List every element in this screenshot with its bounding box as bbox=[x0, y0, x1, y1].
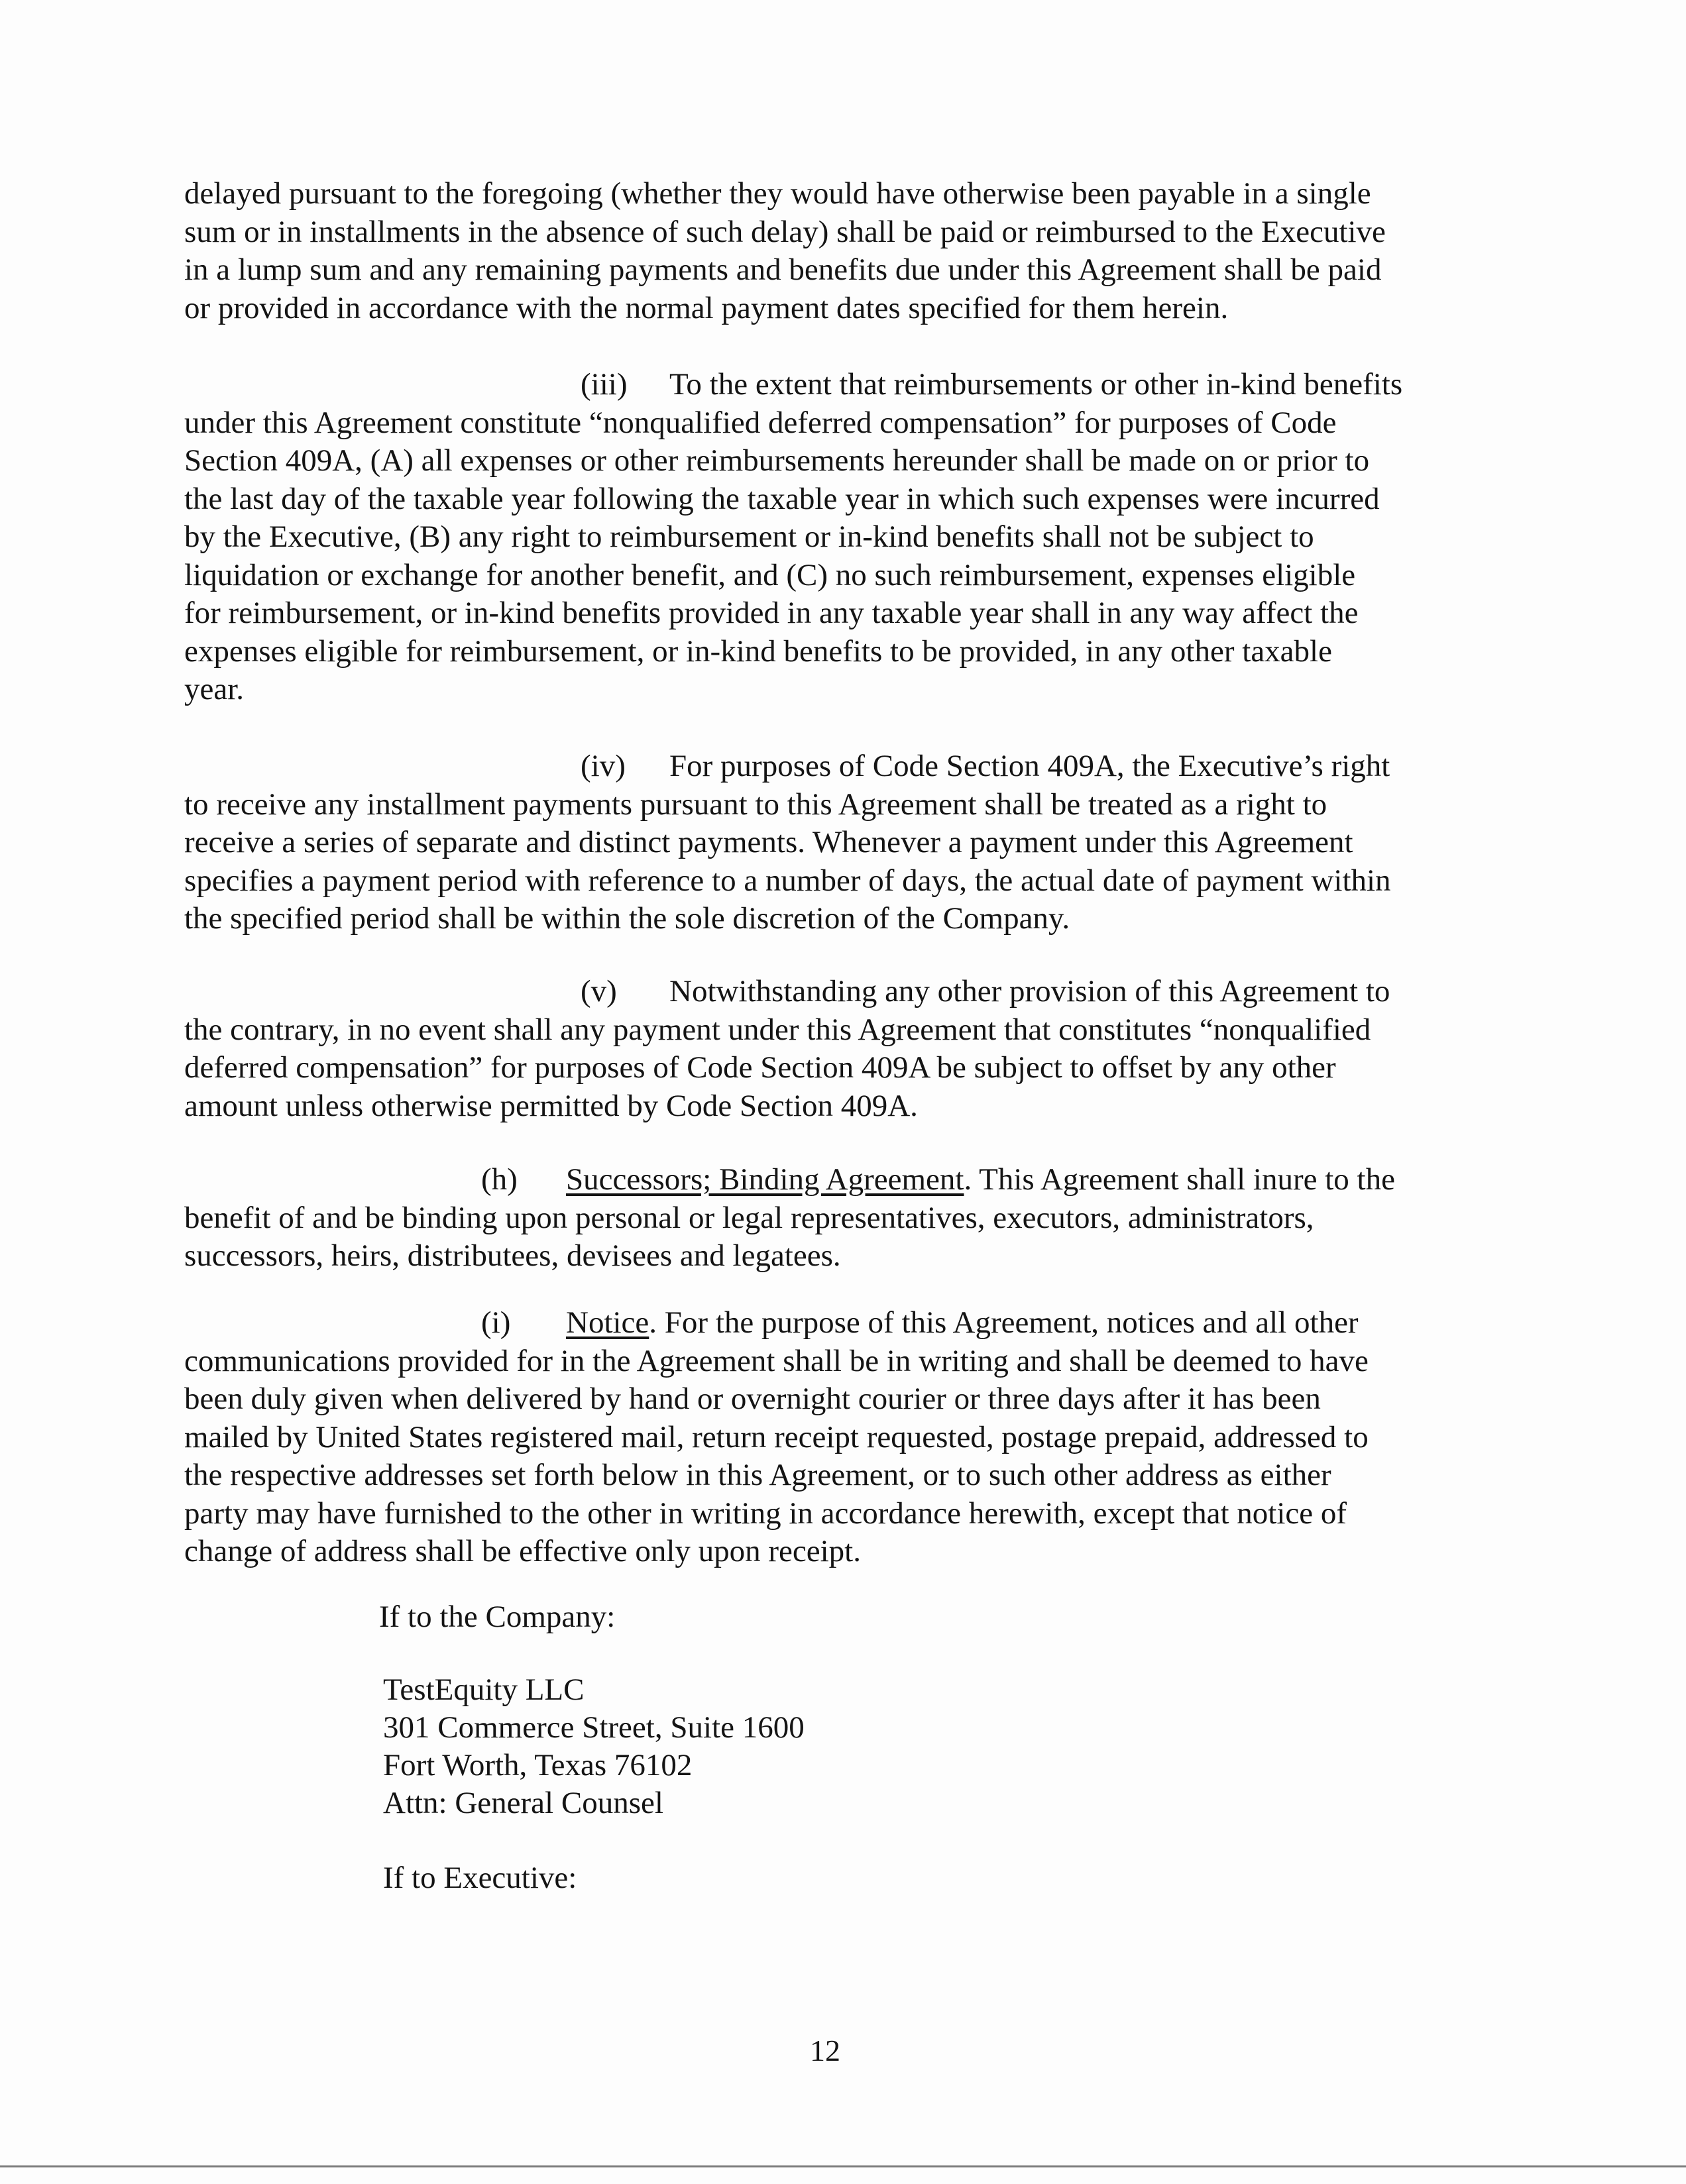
text-line: for reimbursement, or in-kind benefits provided in any taxable year shall in any way affect the bbox=[184, 596, 1359, 630]
text-line: To the extent that reimbursements or other in-kind benefits bbox=[669, 367, 1403, 402]
clause-number: (iv) bbox=[581, 749, 626, 783]
text-line: change of address shall be effective only upon receipt. bbox=[184, 1534, 861, 1568]
text-line: the respective addresses set forth below in this Agreement, or to such other address as either bbox=[184, 1458, 1331, 1492]
executive-label: If to Executive: bbox=[383, 1861, 577, 1895]
paragraph-i-notice bbox=[184, 1304, 1483, 1571]
text-line: receive a series of separate and distinct payments. Whenever a payment under this Agreement bbox=[184, 825, 1353, 859]
company-label: If to the Company: bbox=[379, 1600, 616, 1634]
clause-number: (iii) bbox=[581, 367, 628, 402]
company-address bbox=[383, 1671, 805, 1822]
text-line: successors, heirs, distributees, devisees and legatees. bbox=[184, 1238, 841, 1273]
clause-number: (v) bbox=[581, 974, 617, 1009]
text-line: Section 409A, (A) all expenses or other reimbursements hereunder shall be made on or prior to bbox=[184, 443, 1370, 478]
text-line: liquidation or exchange for another benefit, and (C) no such reimbursement, expenses eligible bbox=[184, 557, 1356, 592]
text-line: or provided in accordance with the normal payment dates specified for them herein. bbox=[184, 290, 1229, 325]
text-line: delayed pursuant to the foregoing (whether they would have otherwise been payable in a single bbox=[184, 176, 1371, 211]
address-line: 301 Commerce Street, Suite 1600 bbox=[383, 1710, 805, 1745]
text-line: the contrary, in no event shall any payment under this Agreement that constitutes “nonqualified bbox=[184, 1012, 1371, 1047]
scan-edge-line bbox=[0, 2165, 1686, 2167]
clause-number: (i) bbox=[481, 1305, 511, 1340]
paragraph-continuation bbox=[184, 175, 1483, 327]
text-line: mailed by United States registered mail, return receipt requested, postage prepaid, addressed to bbox=[184, 1419, 1369, 1454]
text-line: . This Agreement shall inure to the bbox=[964, 1162, 1395, 1197]
address-line: Attn: General Counsel bbox=[383, 1786, 663, 1820]
section-heading: Notice bbox=[566, 1305, 649, 1340]
text-line: to receive any installment payments pursuant to this Agreement shall be treated as a right to bbox=[184, 787, 1327, 822]
text-line: the specified period shall be within the sole discretion of the Company. bbox=[184, 901, 1070, 936]
section-heading: Successors; Binding Agreement bbox=[566, 1162, 964, 1197]
paragraph-iii bbox=[184, 366, 1483, 709]
text-line: . For the purpose of this Agreement, notices and all other bbox=[649, 1305, 1359, 1340]
paragraph-v bbox=[184, 973, 1483, 1125]
page-number: 12 bbox=[810, 2034, 840, 2067]
text-line: under this Agreement constitute “nonqualified deferred compensation” for purposes of Code bbox=[184, 405, 1337, 440]
text-line: the last day of the taxable year following the taxable year in which such expenses were incurred bbox=[184, 481, 1380, 516]
address-line: TestEquity LLC bbox=[383, 1672, 585, 1707]
paragraph-iv bbox=[184, 747, 1483, 938]
paragraph-h-successors bbox=[184, 1161, 1483, 1276]
text-line: communications provided for in the Agreement shall be in writing and shall be deemed to have bbox=[184, 1343, 1369, 1378]
text-line: benefit of and be binding upon personal or legal representatives, executors, administrators, bbox=[184, 1200, 1314, 1235]
text-line: been duly given when delivered by hand or overnight courier or three days after it has been bbox=[184, 1382, 1321, 1416]
text-line: amount unless otherwise permitted by Code Section 409A. bbox=[184, 1088, 918, 1123]
clause-number: (h) bbox=[481, 1162, 518, 1197]
text-line: deferred compensation” for purposes of Code Section 409A be subject to offset by any other bbox=[184, 1050, 1336, 1085]
text-line: year. bbox=[184, 672, 245, 706]
text-line: sum or in installments in the absence of such delay) shall be paid or reimbursed to the Executive bbox=[184, 214, 1386, 249]
text-line: Notwithstanding any other provision of this Agreement to bbox=[669, 974, 1390, 1009]
text-line: in a lump sum and any remaining payments and benefits due under this Agreement shall be paid bbox=[184, 252, 1382, 287]
text-line: by the Executive, (B) any right to reimbursement or in-kind benefits shall not be subject to bbox=[184, 519, 1314, 554]
text-line: party may have furnished to the other in writing in accordance herewith, except that notice of bbox=[184, 1496, 1347, 1531]
text-line: specifies a payment period with reference to a number of days, the actual date of payment within bbox=[184, 863, 1391, 898]
address-line: Fort Worth, Texas 76102 bbox=[383, 1748, 693, 1782]
text-line: expenses eligible for reimbursement, or in-kind benefits to be provided, in any other taxable bbox=[184, 633, 1332, 669]
text-line: For purposes of Code Section 409A, the Executive’s right bbox=[669, 749, 1390, 783]
